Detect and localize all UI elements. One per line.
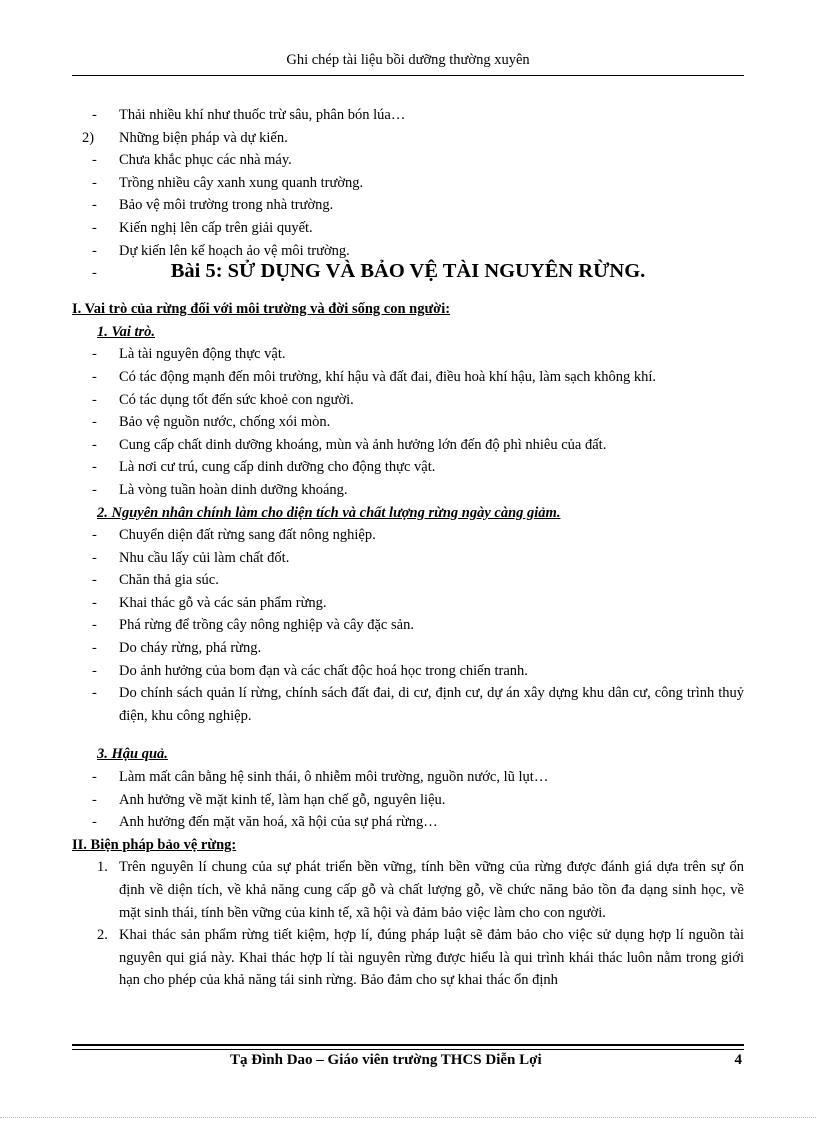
page-content xyxy=(72,104,744,992)
bullet-marker: - xyxy=(92,368,97,385)
list-item-text: Là nơi cư trú, cung cấp dinh dưỡng cho động thực vật. xyxy=(119,459,436,476)
list-item xyxy=(72,343,744,366)
bullet-marker: - xyxy=(92,527,97,544)
list-item xyxy=(72,194,744,217)
list-item xyxy=(72,811,744,834)
footer-rule-thin xyxy=(72,1049,744,1050)
bullet-marker: 1. xyxy=(97,859,108,876)
bullet-marker: - xyxy=(92,572,97,589)
list-item xyxy=(72,127,744,150)
header-rule xyxy=(72,75,744,76)
bullet-marker: 2. xyxy=(97,927,108,944)
list-item xyxy=(72,682,744,727)
list-item-text: Do chính sách quản lí rừng, chính sách đất đai, di cư, định cư, dự án xây dựng khu dân cư, công trình thuỷ điện, khu công nghiệp. xyxy=(119,685,744,724)
list-item xyxy=(72,172,744,195)
bullet-marker: - xyxy=(92,152,97,169)
list-item xyxy=(72,766,744,789)
list-item-text: Bảo vệ môi trường trong nhà trường. xyxy=(119,197,334,214)
list-item xyxy=(72,660,744,683)
bullet-marker: - xyxy=(92,617,97,634)
section-1-heading: I. Vai trò của rừng đối với môi trường và đời sống con người: xyxy=(72,301,451,318)
list-item-text: Khai thác gỗ và các sản phẩm rừng. xyxy=(119,594,327,611)
bullet-marker: - xyxy=(92,107,97,123)
bullet-marker: - xyxy=(92,265,97,282)
section-2-list xyxy=(72,856,744,992)
list-item-text: Là tài nguyên động thực vật. xyxy=(119,346,286,363)
sub-2-heading: 2. Nguyên nhân chính làm cho diện tích và chất lượng rừng ngày càng giảm. xyxy=(97,504,561,521)
bullet-marker: - xyxy=(92,594,97,611)
list-item xyxy=(72,217,744,240)
bullet-marker: - xyxy=(92,685,97,702)
list-item xyxy=(72,637,744,660)
list-item-text: Cung cấp chất dinh dưỡng khoáng, mùn và ảnh hưởng lớn đến độ phì nhiêu của đất. xyxy=(119,436,607,453)
bullet-marker: - xyxy=(92,219,97,236)
list-item-text: Thải nhiều khí như thuốc trừ sâu, phân bón lúa… xyxy=(119,107,406,123)
list-item-text: Khai thác sản phẩm rừng tiết kiệm, hợp lí, đúng pháp luật sẽ đảm bảo cho việc sử dụng hợp lí nguồn tài nguyên qui giá này. Khai thác hợp lí tài nguyên rừng được hiểu là qui trình khái thác luôn nằm trong giới hạn cho phép của khả năng tái sinh rừng. Bảo đảm cho sự khai thác ổn định xyxy=(119,927,744,989)
list-item-text: Kiến nghị lên cấp trên giải quyết. xyxy=(119,219,313,236)
list-item-text: Phá rừng để trồng cây nông nghiệp và cây đặc sản. xyxy=(119,617,414,634)
list-item xyxy=(72,389,744,412)
page-header: Ghi chép tài liệu bồi dưỡng thường xuyên xyxy=(286,52,530,68)
section-2-heading: II. Biện pháp bảo vệ rừng: xyxy=(72,836,237,853)
bullet-marker: - xyxy=(92,414,97,431)
bullet-marker: - xyxy=(92,814,97,831)
list-item xyxy=(72,924,744,992)
bullet-marker: - xyxy=(92,549,97,566)
list-item xyxy=(72,614,744,637)
footer-author: Tạ Đình Dao – Giáo viên trường THCS Diễn Lợi xyxy=(230,1052,542,1068)
sub-2-list xyxy=(72,524,744,727)
list-item xyxy=(72,524,744,547)
list-item xyxy=(72,366,744,389)
list-item-text: Anh hưởng về mặt kinh tế, làm hạn chế gỗ, nguyên liệu. xyxy=(119,791,446,808)
list-item-text: Bảo vệ nguồn nước, chống xói mòn. xyxy=(119,414,331,431)
bullet-marker: - xyxy=(92,346,97,363)
sub-1-list xyxy=(72,343,744,501)
list-item xyxy=(72,411,744,434)
bullet-marker: - xyxy=(92,197,97,214)
footer-rule-thick xyxy=(72,1044,744,1046)
list-item-text: Có tác động mạnh đến môi trường, khí hậu và đất đai, điều hoà khí hậu, làm sạch không khí. xyxy=(119,368,657,385)
spacer xyxy=(72,727,744,743)
list-item xyxy=(72,569,744,592)
list-item-text: Trồng nhiều cây xanh xung quanh trường. xyxy=(119,174,364,191)
list-item xyxy=(72,434,744,457)
list-item-text: Trên nguyên lí chung của sự phát triển bền vững, tính bền vững của rừng được đánh giá dựa trên sự ổn định về diện tích, về khả năng cung cấp gỗ và chất lượng gỗ, về chức năng bảo tồn đa dạng sinh học, về mặt sinh thái, tính bền vững của kinh tế, xã hội và đảm bảo việc làm cho con người. xyxy=(119,859,744,921)
bullet-marker: - xyxy=(92,662,97,679)
list-item xyxy=(72,456,744,479)
bullet-marker: - xyxy=(92,769,97,786)
lesson-title: Bài 5: SỬ DỤNG VÀ BẢO VỆ TÀI NGUYÊN RỪNG. xyxy=(170,260,646,283)
list-item-text: Làm mất cân bằng hệ sinh thái, ô nhiễm môi trường, nguồn nước, lũ lụt… xyxy=(119,769,549,786)
bullet-marker: - xyxy=(92,481,97,498)
list-item xyxy=(72,240,744,263)
list-item xyxy=(72,789,744,812)
list-item-text: Anh hưởng đến mặt văn hoá, xã hội của sự phá rừng… xyxy=(119,814,438,831)
list-item-text: Do cháy rừng, phá rừng. xyxy=(119,640,262,657)
bullet-marker: - xyxy=(92,242,97,259)
list-item-text: Là vòng tuần hoàn dinh dưỡng khoáng. xyxy=(119,481,348,498)
bullet-marker: - xyxy=(92,459,97,476)
bullet-marker: - xyxy=(92,640,97,657)
sub-1-heading: 1. Vai trò. xyxy=(97,323,156,340)
list-item-text: Do ảnh hưởng của bom đạn và các chất độc hoá học trong chiến tranh. xyxy=(119,662,528,679)
list-item-text: Nhu cầu lấy củi làm chất đốt. xyxy=(119,549,290,566)
list-item-text: Chưa khắc phục các nhà máy. xyxy=(119,152,292,169)
list-item xyxy=(72,479,744,502)
bullet-marker: 2) xyxy=(82,129,95,146)
sub-3-list xyxy=(72,766,744,834)
page-number: 4 xyxy=(734,1052,742,1068)
list-item-text: Những biện pháp và dự kiến. xyxy=(119,129,288,146)
bullet-marker: - xyxy=(92,174,97,191)
list-item xyxy=(72,149,744,172)
page-bottom-dots xyxy=(0,1117,816,1118)
bullet-marker: - xyxy=(92,391,97,408)
list-item xyxy=(72,856,744,924)
list-item-text: Có tác dụng tốt đến sức khoẻ con người. xyxy=(119,391,354,408)
list-item xyxy=(72,592,744,615)
bullet-marker: - xyxy=(92,436,97,453)
list-item xyxy=(72,547,744,570)
list-item-text: Dự kiến lên kế hoạch ảo vệ môi trường. xyxy=(119,242,350,259)
list-item xyxy=(72,104,744,127)
bullet-marker: - xyxy=(92,791,97,808)
sub-3-heading: 3. Hậu quả. xyxy=(97,746,168,763)
list-item-text: Chuyển diện đất rừng sang đất nông nghiệp. xyxy=(119,527,376,544)
list-item-text: Chăn thả gia súc. xyxy=(119,572,219,589)
